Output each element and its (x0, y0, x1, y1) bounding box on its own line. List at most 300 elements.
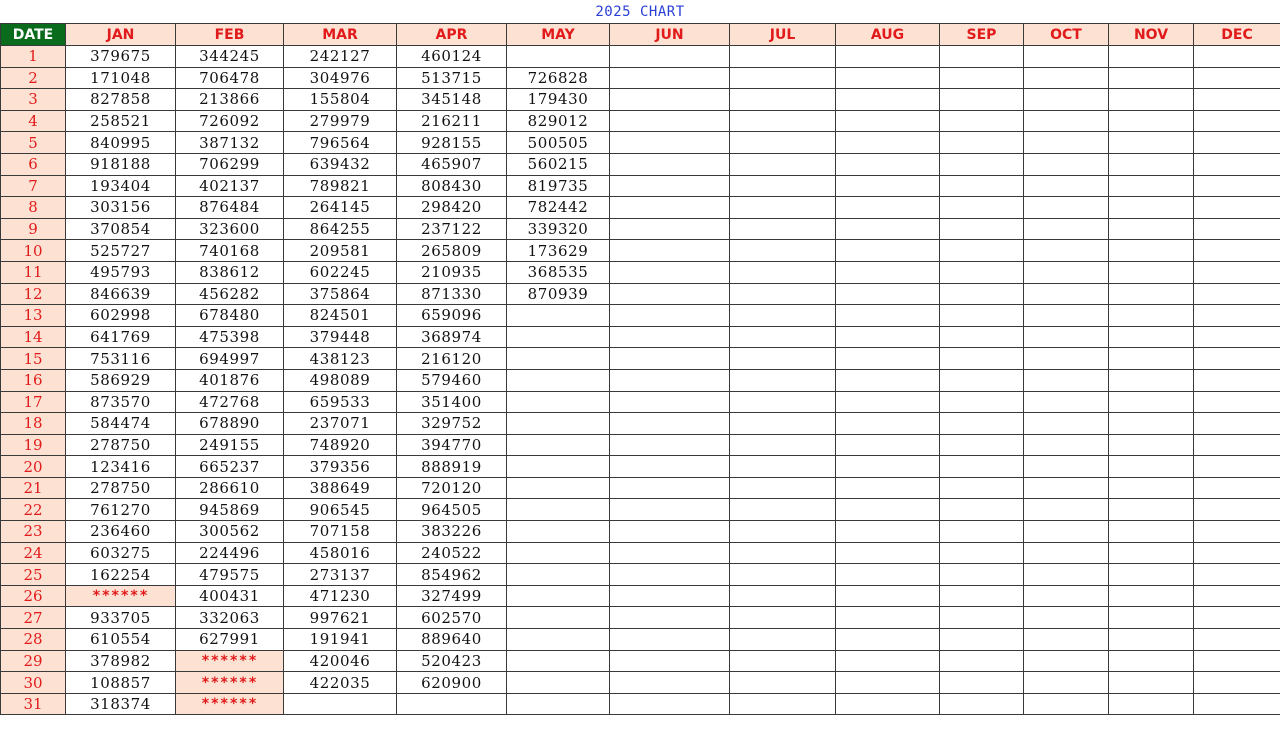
value-cell[interactable]: 249155 (176, 434, 284, 456)
value-cell[interactable] (940, 499, 1024, 521)
value-cell[interactable] (836, 197, 940, 219)
value-cell[interactable]: 394770 (397, 434, 507, 456)
value-cell[interactable] (730, 477, 836, 499)
date-cell[interactable]: 17 (1, 391, 66, 413)
value-cell[interactable] (940, 89, 1024, 111)
value-cell[interactable]: 460124 (397, 46, 507, 68)
value-cell[interactable] (940, 629, 1024, 651)
date-cell[interactable]: 27 (1, 607, 66, 629)
value-cell[interactable] (730, 585, 836, 607)
value-cell[interactable] (1024, 197, 1109, 219)
month-header-aug[interactable]: AUG (836, 24, 940, 46)
value-cell[interactable] (507, 413, 610, 435)
value-cell[interactable] (1024, 175, 1109, 197)
value-cell[interactable] (507, 391, 610, 413)
value-cell[interactable] (610, 197, 730, 219)
value-cell[interactable] (1194, 477, 1280, 499)
value-cell[interactable] (940, 542, 1024, 564)
value-cell[interactable] (1024, 585, 1109, 607)
value-cell[interactable]: 400431 (176, 585, 284, 607)
value-cell[interactable]: 819735 (507, 175, 610, 197)
value-cell[interactable] (940, 67, 1024, 89)
value-cell[interactable]: 242127 (284, 46, 397, 68)
value-cell[interactable]: 827858 (66, 89, 176, 111)
value-cell[interactable]: 123416 (66, 456, 176, 478)
value-cell[interactable]: 620900 (397, 672, 507, 694)
value-cell[interactable]: 871330 (397, 283, 507, 305)
value-cell[interactable] (940, 326, 1024, 348)
value-cell[interactable] (1024, 499, 1109, 521)
month-header-may[interactable]: MAY (507, 24, 610, 46)
value-cell[interactable] (836, 283, 940, 305)
date-cell[interactable]: 16 (1, 369, 66, 391)
value-cell[interactable] (1109, 564, 1194, 586)
value-cell[interactable] (507, 456, 610, 478)
value-cell[interactable]: 216120 (397, 348, 507, 370)
value-cell[interactable] (836, 521, 940, 543)
value-cell[interactable] (1109, 283, 1194, 305)
value-cell[interactable] (507, 650, 610, 672)
value-cell[interactable] (610, 218, 730, 240)
value-cell[interactable]: 193404 (66, 175, 176, 197)
value-cell[interactable] (1024, 629, 1109, 651)
value-cell[interactable] (1194, 348, 1280, 370)
value-cell[interactable]: 458016 (284, 542, 397, 564)
value-cell[interactable] (1109, 521, 1194, 543)
value-cell[interactable] (1109, 197, 1194, 219)
value-cell[interactable]: 475398 (176, 326, 284, 348)
value-cell[interactable] (940, 391, 1024, 413)
value-cell[interactable]: 422035 (284, 672, 397, 694)
value-cell[interactable]: 327499 (397, 585, 507, 607)
value-cell[interactable] (730, 261, 836, 283)
value-cell[interactable]: 279979 (284, 110, 397, 132)
value-cell[interactable] (507, 693, 610, 715)
value-cell[interactable]: 513715 (397, 67, 507, 89)
value-cell[interactable] (940, 305, 1024, 327)
date-cell[interactable]: 8 (1, 197, 66, 219)
value-cell[interactable]: 945869 (176, 499, 284, 521)
value-cell[interactable] (1024, 693, 1109, 715)
value-cell[interactable]: 782442 (507, 197, 610, 219)
date-cell[interactable]: 24 (1, 542, 66, 564)
value-cell[interactable] (836, 391, 940, 413)
value-cell[interactable] (610, 629, 730, 651)
value-cell[interactable] (610, 477, 730, 499)
value-cell[interactable] (1024, 369, 1109, 391)
value-cell[interactable] (1194, 542, 1280, 564)
date-cell[interactable]: 3 (1, 89, 66, 111)
value-cell[interactable]: 401876 (176, 369, 284, 391)
value-cell[interactable]: 379356 (284, 456, 397, 478)
value-cell[interactable] (730, 434, 836, 456)
value-cell[interactable] (1024, 153, 1109, 175)
value-cell[interactable] (730, 693, 836, 715)
value-cell[interactable] (836, 477, 940, 499)
value-cell[interactable]: 520423 (397, 650, 507, 672)
value-cell[interactable] (1194, 672, 1280, 694)
value-cell[interactable] (1194, 456, 1280, 478)
date-cell[interactable]: 28 (1, 629, 66, 651)
value-cell[interactable] (507, 477, 610, 499)
value-cell[interactable] (1194, 305, 1280, 327)
date-cell[interactable]: 22 (1, 499, 66, 521)
value-cell[interactable] (1024, 261, 1109, 283)
overflow-cell[interactable]: ****** (176, 672, 284, 694)
value-cell[interactable] (610, 261, 730, 283)
value-cell[interactable] (1194, 132, 1280, 154)
value-cell[interactable] (1109, 348, 1194, 370)
value-cell[interactable] (1109, 542, 1194, 564)
value-cell[interactable] (610, 175, 730, 197)
value-cell[interactable]: 179430 (507, 89, 610, 111)
value-cell[interactable]: 108857 (66, 672, 176, 694)
overflow-cell[interactable]: ****** (176, 650, 284, 672)
month-header-feb[interactable]: FEB (176, 24, 284, 46)
value-cell[interactable] (730, 326, 836, 348)
value-cell[interactable] (940, 672, 1024, 694)
value-cell[interactable]: 610554 (66, 629, 176, 651)
date-cell[interactable]: 25 (1, 564, 66, 586)
value-cell[interactable] (1109, 391, 1194, 413)
value-cell[interactable]: 602245 (284, 261, 397, 283)
value-cell[interactable]: 402137 (176, 175, 284, 197)
value-cell[interactable]: 639432 (284, 153, 397, 175)
overflow-cell[interactable]: ****** (66, 585, 176, 607)
value-cell[interactable]: 584474 (66, 413, 176, 435)
value-cell[interactable] (836, 153, 940, 175)
value-cell[interactable] (610, 305, 730, 327)
value-cell[interactable] (610, 693, 730, 715)
value-cell[interactable] (507, 326, 610, 348)
value-cell[interactable] (940, 650, 1024, 672)
value-cell[interactable]: 155804 (284, 89, 397, 111)
value-cell[interactable] (507, 521, 610, 543)
value-cell[interactable] (610, 607, 730, 629)
value-cell[interactable] (1194, 650, 1280, 672)
value-cell[interactable]: 479575 (176, 564, 284, 586)
value-cell[interactable] (610, 326, 730, 348)
value-cell[interactable] (610, 456, 730, 478)
date-cell[interactable]: 31 (1, 693, 66, 715)
value-cell[interactable] (730, 305, 836, 327)
value-cell[interactable] (1194, 607, 1280, 629)
value-cell[interactable] (1194, 413, 1280, 435)
value-cell[interactable] (1109, 132, 1194, 154)
value-cell[interactable] (730, 132, 836, 154)
month-header-nov[interactable]: NOV (1109, 24, 1194, 46)
value-cell[interactable]: 694997 (176, 348, 284, 370)
value-cell[interactable]: 602998 (66, 305, 176, 327)
value-cell[interactable] (836, 672, 940, 694)
value-cell[interactable] (940, 348, 1024, 370)
value-cell[interactable]: 678480 (176, 305, 284, 327)
value-cell[interactable]: 870939 (507, 283, 610, 305)
month-header-mar[interactable]: MAR (284, 24, 397, 46)
value-cell[interactable] (940, 110, 1024, 132)
date-cell[interactable]: 5 (1, 132, 66, 154)
value-cell[interactable]: 388649 (284, 477, 397, 499)
value-cell[interactable]: 420046 (284, 650, 397, 672)
value-cell[interactable] (1109, 413, 1194, 435)
value-cell[interactable] (1109, 629, 1194, 651)
value-cell[interactable]: 641769 (66, 326, 176, 348)
value-cell[interactable] (730, 629, 836, 651)
value-cell[interactable]: 838612 (176, 261, 284, 283)
value-cell[interactable]: 678890 (176, 413, 284, 435)
value-cell[interactable]: 300562 (176, 521, 284, 543)
value-cell[interactable]: 740168 (176, 240, 284, 262)
value-cell[interactable]: 579460 (397, 369, 507, 391)
date-cell[interactable]: 29 (1, 650, 66, 672)
value-cell[interactable] (940, 175, 1024, 197)
value-cell[interactable] (1024, 348, 1109, 370)
value-cell[interactable] (1024, 477, 1109, 499)
date-cell[interactable]: 26 (1, 585, 66, 607)
value-cell[interactable] (1109, 110, 1194, 132)
value-cell[interactable] (1024, 326, 1109, 348)
value-cell[interactable]: 209581 (284, 240, 397, 262)
value-cell[interactable]: 525727 (66, 240, 176, 262)
value-cell[interactable] (836, 240, 940, 262)
value-cell[interactable] (1194, 67, 1280, 89)
date-header[interactable]: DATE (1, 24, 66, 46)
value-cell[interactable] (1194, 521, 1280, 543)
value-cell[interactable] (940, 434, 1024, 456)
value-cell[interactable] (1194, 693, 1280, 715)
value-cell[interactable]: 351400 (397, 391, 507, 413)
month-header-sep[interactable]: SEP (940, 24, 1024, 46)
value-cell[interactable] (610, 283, 730, 305)
date-cell[interactable]: 11 (1, 261, 66, 283)
value-cell[interactable]: 304976 (284, 67, 397, 89)
value-cell[interactable]: 329752 (397, 413, 507, 435)
month-header-oct[interactable]: OCT (1024, 24, 1109, 46)
value-cell[interactable] (1024, 672, 1109, 694)
value-cell[interactable] (1194, 499, 1280, 521)
value-cell[interactable] (940, 477, 1024, 499)
value-cell[interactable]: 500505 (507, 132, 610, 154)
value-cell[interactable] (1024, 413, 1109, 435)
value-cell[interactable] (836, 348, 940, 370)
value-cell[interactable] (836, 456, 940, 478)
value-cell[interactable]: 888919 (397, 456, 507, 478)
date-cell[interactable]: 10 (1, 240, 66, 262)
value-cell[interactable] (940, 218, 1024, 240)
value-cell[interactable] (610, 499, 730, 521)
value-cell[interactable] (1024, 391, 1109, 413)
value-cell[interactable] (1109, 67, 1194, 89)
value-cell[interactable] (1109, 261, 1194, 283)
value-cell[interactable]: 191941 (284, 629, 397, 651)
value-cell[interactable] (730, 348, 836, 370)
value-cell[interactable] (1194, 283, 1280, 305)
value-cell[interactable]: 471230 (284, 585, 397, 607)
value-cell[interactable] (1194, 175, 1280, 197)
value-cell[interactable] (730, 413, 836, 435)
value-cell[interactable] (610, 564, 730, 586)
value-cell[interactable] (940, 521, 1024, 543)
value-cell[interactable]: 173629 (507, 240, 610, 262)
value-cell[interactable] (1194, 240, 1280, 262)
value-cell[interactable]: 368535 (507, 261, 610, 283)
value-cell[interactable] (836, 499, 940, 521)
value-cell[interactable]: 258521 (66, 110, 176, 132)
value-cell[interactable] (507, 305, 610, 327)
value-cell[interactable]: 873570 (66, 391, 176, 413)
date-cell[interactable]: 1 (1, 46, 66, 68)
value-cell[interactable] (1109, 175, 1194, 197)
date-cell[interactable]: 20 (1, 456, 66, 478)
value-cell[interactable] (940, 283, 1024, 305)
date-cell[interactable]: 2 (1, 67, 66, 89)
value-cell[interactable] (940, 607, 1024, 629)
date-cell[interactable]: 18 (1, 413, 66, 435)
value-cell[interactable] (836, 585, 940, 607)
overflow-cell[interactable]: ****** (176, 693, 284, 715)
value-cell[interactable] (1194, 369, 1280, 391)
value-cell[interactable] (730, 175, 836, 197)
value-cell[interactable] (1194, 391, 1280, 413)
value-cell[interactable] (1109, 672, 1194, 694)
value-cell[interactable] (1109, 650, 1194, 672)
value-cell[interactable]: 997621 (284, 607, 397, 629)
value-cell[interactable]: 495793 (66, 261, 176, 283)
value-cell[interactable] (940, 153, 1024, 175)
value-cell[interactable]: 237122 (397, 218, 507, 240)
value-cell[interactable]: 265809 (397, 240, 507, 262)
value-cell[interactable] (507, 46, 610, 68)
value-cell[interactable] (836, 46, 940, 68)
value-cell[interactable]: 332063 (176, 607, 284, 629)
date-cell[interactable]: 13 (1, 305, 66, 327)
value-cell[interactable]: 237071 (284, 413, 397, 435)
value-cell[interactable]: 928155 (397, 132, 507, 154)
value-cell[interactable] (610, 132, 730, 154)
value-cell[interactable] (1194, 326, 1280, 348)
value-cell[interactable]: 162254 (66, 564, 176, 586)
value-cell[interactable] (507, 629, 610, 651)
value-cell[interactable]: 498089 (284, 369, 397, 391)
value-cell[interactable] (610, 110, 730, 132)
value-cell[interactable]: 789821 (284, 175, 397, 197)
value-cell[interactable] (940, 456, 1024, 478)
value-cell[interactable] (1194, 218, 1280, 240)
value-cell[interactable] (940, 413, 1024, 435)
value-cell[interactable]: 387132 (176, 132, 284, 154)
value-cell[interactable] (730, 542, 836, 564)
value-cell[interactable]: 906545 (284, 499, 397, 521)
value-cell[interactable] (610, 46, 730, 68)
date-cell[interactable]: 15 (1, 348, 66, 370)
value-cell[interactable] (836, 132, 940, 154)
value-cell[interactable]: 808430 (397, 175, 507, 197)
value-cell[interactable] (730, 391, 836, 413)
value-cell[interactable] (610, 240, 730, 262)
value-cell[interactable] (610, 369, 730, 391)
date-cell[interactable]: 7 (1, 175, 66, 197)
value-cell[interactable] (1109, 89, 1194, 111)
value-cell[interactable]: 726092 (176, 110, 284, 132)
value-cell[interactable]: 918188 (66, 153, 176, 175)
date-cell[interactable]: 9 (1, 218, 66, 240)
month-header-apr[interactable]: APR (397, 24, 507, 46)
value-cell[interactable] (507, 542, 610, 564)
value-cell[interactable] (1024, 650, 1109, 672)
value-cell[interactable] (1024, 67, 1109, 89)
value-cell[interactable] (1194, 110, 1280, 132)
value-cell[interactable]: 889640 (397, 629, 507, 651)
value-cell[interactable] (836, 434, 940, 456)
value-cell[interactable] (610, 434, 730, 456)
value-cell[interactable] (1194, 46, 1280, 68)
value-cell[interactable] (836, 693, 940, 715)
value-cell[interactable]: 864255 (284, 218, 397, 240)
value-cell[interactable] (730, 89, 836, 111)
date-cell[interactable]: 23 (1, 521, 66, 543)
value-cell[interactable]: 840995 (66, 132, 176, 154)
value-cell[interactable] (730, 650, 836, 672)
value-cell[interactable] (1024, 456, 1109, 478)
value-cell[interactable]: 748920 (284, 434, 397, 456)
value-cell[interactable] (1109, 326, 1194, 348)
value-cell[interactable]: 278750 (66, 434, 176, 456)
value-cell[interactable]: 602570 (397, 607, 507, 629)
value-cell[interactable] (610, 391, 730, 413)
value-cell[interactable] (1109, 456, 1194, 478)
value-cell[interactable] (836, 218, 940, 240)
value-cell[interactable]: 383226 (397, 521, 507, 543)
value-cell[interactable]: 278750 (66, 477, 176, 499)
value-cell[interactable] (730, 499, 836, 521)
value-cell[interactable]: 472768 (176, 391, 284, 413)
date-cell[interactable]: 21 (1, 477, 66, 499)
value-cell[interactable]: 216211 (397, 110, 507, 132)
value-cell[interactable] (836, 326, 940, 348)
value-cell[interactable] (610, 672, 730, 694)
value-cell[interactable] (507, 348, 610, 370)
value-cell[interactable] (940, 564, 1024, 586)
value-cell[interactable] (507, 607, 610, 629)
value-cell[interactable] (507, 499, 610, 521)
value-cell[interactable] (1024, 542, 1109, 564)
value-cell[interactable] (730, 521, 836, 543)
value-cell[interactable] (1024, 283, 1109, 305)
value-cell[interactable]: 603275 (66, 542, 176, 564)
value-cell[interactable] (730, 607, 836, 629)
value-cell[interactable]: 726828 (507, 67, 610, 89)
value-cell[interactable] (730, 283, 836, 305)
value-cell[interactable] (610, 89, 730, 111)
value-cell[interactable]: 706299 (176, 153, 284, 175)
value-cell[interactable]: 370854 (66, 218, 176, 240)
value-cell[interactable] (940, 132, 1024, 154)
value-cell[interactable]: 236460 (66, 521, 176, 543)
value-cell[interactable]: 210935 (397, 261, 507, 283)
value-cell[interactable] (1109, 477, 1194, 499)
date-cell[interactable]: 4 (1, 110, 66, 132)
value-cell[interactable] (1109, 153, 1194, 175)
value-cell[interactable]: 368974 (397, 326, 507, 348)
value-cell[interactable] (507, 369, 610, 391)
value-cell[interactable] (1194, 89, 1280, 111)
value-cell[interactable] (1109, 585, 1194, 607)
value-cell[interactable] (836, 542, 940, 564)
value-cell[interactable]: 665237 (176, 456, 284, 478)
value-cell[interactable] (610, 585, 730, 607)
value-cell[interactable]: 213866 (176, 89, 284, 111)
value-cell[interactable] (610, 650, 730, 672)
